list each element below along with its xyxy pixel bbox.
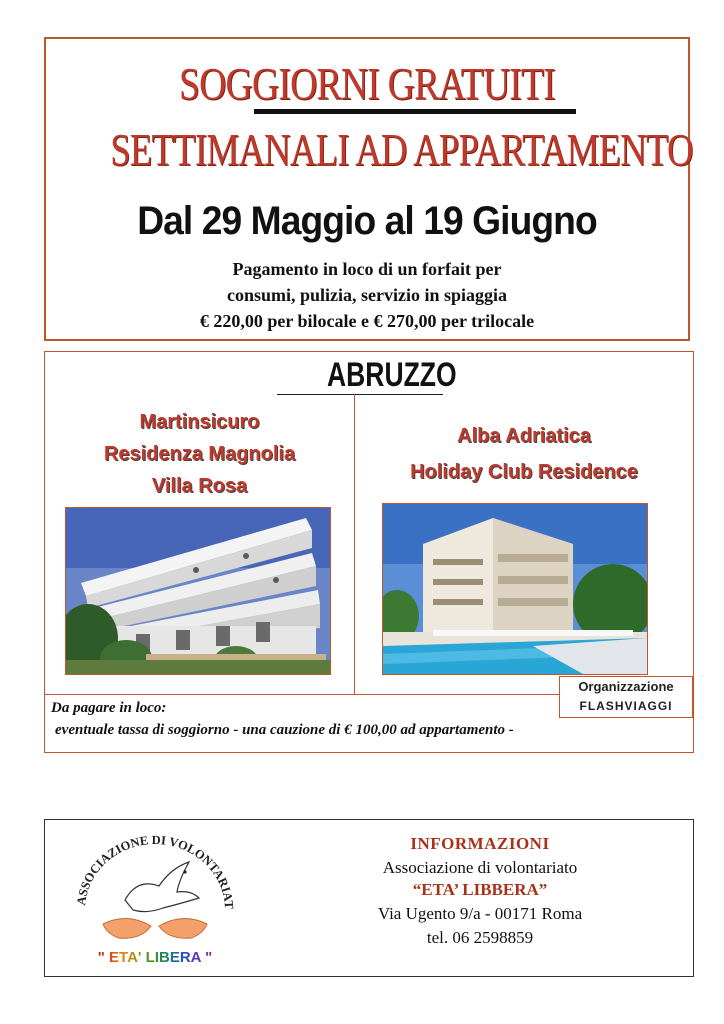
- region-title: ABRUZZO: [327, 356, 457, 394]
- info-address: Via Ugento 9/a - 00171 Roma: [377, 904, 583, 923]
- pay-local-title: Da pagare in loco:: [51, 700, 167, 716]
- row-divider: [45, 694, 559, 695]
- region-box: [44, 351, 694, 753]
- date-range: Dal 29 Maggio al 19 Giugno: [137, 199, 597, 243]
- organizer-label: Organizzazione: [578, 679, 674, 694]
- info-title: INFORMAZIONI: [410, 834, 550, 853]
- left-location-line1: Martinsicuro: [139, 411, 260, 433]
- alba-adriatica-hotel-photo: [382, 503, 648, 675]
- region-underline: [277, 394, 443, 395]
- info-phone: tel. 06 2598859: [426, 928, 534, 947]
- headline-underline: [254, 109, 576, 114]
- info-box: [44, 819, 694, 977]
- payment-line-1: Pagamento in loco di un forfait per: [232, 259, 502, 279]
- eta-libera-logo: [67, 828, 243, 970]
- martinsicuro-building-photo: [65, 507, 331, 675]
- logo-name: " ETA' LIBERA ": [97, 949, 213, 966]
- left-location-line2: Residenza Magnolia: [103, 443, 296, 465]
- header-box: [44, 37, 693, 341]
- left-location: [45, 406, 354, 502]
- headline-line2: SETTIMANALI AD APPARTAMENTO: [110, 124, 693, 175]
- organizer-name: FLASHVIAGGI: [579, 699, 673, 713]
- pay-local-text: eventuale tassa di soggiorno - una cauzione di € 100,00 ad appartamento -: [55, 722, 514, 738]
- info-association-name: “ETA’ LIBBERA”: [412, 880, 548, 899]
- headline-line1: SOGGIORNI GRATUITI: [178, 58, 556, 109]
- payment-line-2: consumi, pulizia, servizio in spiaggia: [226, 285, 508, 305]
- info-association: Associazione di volontariato: [382, 858, 578, 877]
- right-location-line2: Holiday Club Residence: [410, 461, 638, 483]
- payment-line-3: € 220,00 per bilocale e € 270,00 per trilocale: [199, 311, 535, 331]
- right-location: [355, 418, 693, 490]
- organizer-box: [559, 676, 693, 718]
- logo-arc-textpath: ASSOCIAZIONE DI VOLONTARIAT: [74, 832, 237, 910]
- left-location-line3: Villa Rosa: [151, 475, 248, 497]
- right-location-line1: Alba Adriatica: [457, 425, 591, 447]
